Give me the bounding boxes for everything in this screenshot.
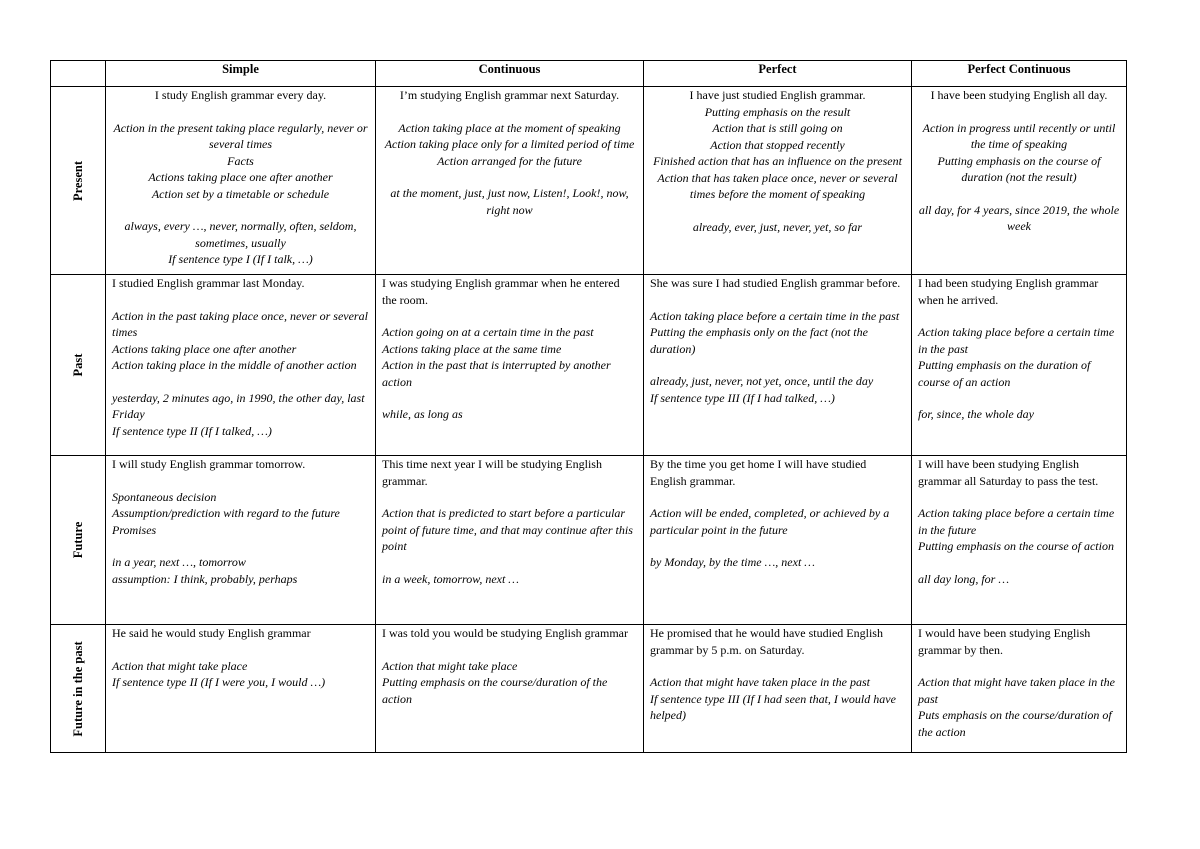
- signal-words: all day, for 4 years, since 2019, the whole week: [918, 202, 1120, 233]
- usage-note: Action that might take place: [382, 658, 518, 673]
- cell-present-perfect-continuous: [912, 87, 1127, 275]
- signal-words: in a week, tomorrow, next …: [382, 571, 519, 586]
- signal-words: at the moment, just, just now, Listen!, Look!, now, right now: [390, 186, 629, 217]
- signal-words: already, just, never, not yet, once, until the day: [650, 374, 874, 388]
- cell-future-simple: [106, 456, 376, 625]
- signal-words: If sentence type I (If I talk, …): [168, 252, 313, 266]
- signal-words: by Monday, by the time …, next …: [650, 555, 815, 569]
- cell-past-perfect-continuous: [912, 275, 1127, 456]
- usage-note: Putting emphasis on the course of action: [918, 539, 1114, 553]
- usage-note: Action that might have taken place in the past: [918, 675, 1115, 706]
- usage-note: Action taking place only for a limited period of time: [384, 137, 635, 151]
- signal-words: for, since, the whole day: [918, 407, 1034, 421]
- usage-note: Actions taking place one after another: [112, 341, 297, 356]
- cell-future-continuous: [376, 456, 644, 625]
- usage-note: Spontaneous decision: [112, 489, 217, 504]
- usage-note: Putting the emphasis only on the fact (not the duration): [650, 325, 868, 356]
- signal-words: If sentence type II (If I talked, …): [112, 423, 272, 438]
- cell-fip-perfect-continuous: [912, 625, 1127, 753]
- column-header-perfect-continuous: Perfect Continuous: [912, 61, 1127, 87]
- usage-note: Assumption/prediction with regard to the future: [112, 506, 340, 520]
- row-label: Future: [70, 521, 85, 559]
- example-sentence: I study English grammar every day.: [154, 88, 327, 102]
- usage-note: Action taking place at the moment of speaking: [398, 120, 621, 135]
- usage-note: Actions taking place one after another: [148, 170, 333, 184]
- usage-note: Putting emphasis on the duration of course of an action: [918, 358, 1091, 389]
- signal-words: in a year, next …, tomorrow: [112, 555, 246, 569]
- usage-note: Action that might take place: [112, 658, 248, 673]
- usage-note: Action set by a timetable or schedule: [151, 186, 330, 201]
- usage-note: Putting emphasis on the course/duration of the action: [382, 675, 608, 706]
- column-header-perfect: Perfect: [644, 61, 912, 87]
- usage-note: Action going on at a certain time in the past: [382, 325, 594, 339]
- row-label: Past: [70, 353, 85, 377]
- signal-words: assumption: I think, probably, perhaps: [112, 571, 298, 586]
- usage-note: Action in the past that is interrupted by another action: [382, 358, 611, 389]
- row-header-future: [51, 456, 106, 625]
- cell-past-continuous: [376, 275, 644, 456]
- cell-fip-simple: [106, 625, 376, 753]
- signal-words: all day long, for …: [918, 571, 1010, 586]
- usage-note: Action that has taken place once, never or several times before the moment of speaking: [657, 170, 898, 201]
- usage-note: Putting emphasis on the course of duration (not the result): [937, 153, 1101, 184]
- cell-future-perfect: [644, 456, 912, 625]
- example-sentence: I have been studying English all day.: [930, 88, 1108, 102]
- usage-note: Action in progress until recently or until the time of speaking: [922, 120, 1116, 151]
- row-header-past: [51, 275, 106, 456]
- row-label: Present: [70, 160, 85, 201]
- cell-future-perfect-continuous: [912, 456, 1127, 625]
- table-row-future: [51, 456, 1127, 625]
- usage-note: Finished action that has an influence on the present: [653, 154, 902, 168]
- cell-present-perfect: [644, 87, 912, 275]
- usage-note: Action taking place before a certain time in the future: [918, 506, 1115, 537]
- example-sentence: I have just studied English grammar.: [689, 88, 866, 102]
- signal-words: always, every …, never, normally, often, seldom, sometimes, usually: [124, 219, 357, 250]
- table-row-past: [51, 275, 1127, 456]
- usage-note: If sentence type III (If I had seen that, I would have helped): [650, 691, 896, 722]
- example-sentence: By the time you get home I will have studied English grammar.: [650, 457, 867, 488]
- example-sentence: I’m studying English grammar next Saturday.: [399, 88, 620, 102]
- usage-note: Action arranged for the future: [437, 153, 582, 168]
- usage-note: Action that is predicted to start before a particular point of future time, and that may continue after this point: [382, 506, 633, 553]
- usage-note: If sentence type II (If I were you, I would …): [112, 675, 326, 689]
- usage-note: Action in the past taking place once, never or several times: [112, 308, 368, 339]
- signal-words: yesterday, 2 minutes ago, in 1990, the other day, last Friday: [112, 390, 365, 421]
- example-sentence: I will have been studying English grammar all Saturday to pass the test.: [918, 457, 1099, 488]
- cell-fip-perfect: [644, 625, 912, 753]
- example-sentence: I studied English grammar last Monday.: [112, 276, 305, 290]
- usage-note: Action that might have taken place in the past: [650, 675, 870, 689]
- example-sentence: I had been studying English grammar when he arrived.: [918, 276, 1099, 307]
- signal-words: while, as long as: [382, 407, 463, 421]
- signal-words: already, ever, just, never, yet, so far: [692, 219, 863, 234]
- example-sentence: I was studying English grammar when he entered the room.: [382, 276, 620, 307]
- example-sentence: I would have been studying English grammar by then.: [918, 626, 1091, 657]
- row-label: Future in the past: [70, 640, 85, 737]
- cell-present-continuous: [376, 87, 644, 275]
- cell-past-perfect: [644, 275, 912, 456]
- english-tenses-table: [50, 60, 1127, 753]
- cell-past-simple: [106, 275, 376, 456]
- column-header-simple: Simple: [106, 61, 376, 87]
- row-header-present: [51, 87, 106, 275]
- usage-note: Action taking place in the middle of another action: [112, 358, 357, 372]
- example-sentence: I will study English grammar tomorrow.: [112, 457, 306, 471]
- row-header-future-in-the-past: [51, 625, 106, 753]
- cell-present-simple: [106, 87, 376, 275]
- signal-words: If sentence type III (If I had talked, …): [650, 390, 835, 405]
- cell-fip-continuous: [376, 625, 644, 753]
- usage-note: Action taking place before a certain time in the past: [918, 325, 1115, 356]
- example-sentence: He said he would study English grammar: [112, 626, 311, 640]
- table-row-future-in-the-past: [51, 625, 1127, 753]
- usage-note: Action that is still going on: [712, 121, 843, 135]
- usage-note: Facts: [227, 153, 254, 168]
- corner-cell: [51, 61, 106, 87]
- example-sentence: She was sure I had studied English grammar before.: [650, 276, 901, 290]
- usage-note: Puts emphasis on the course/duration of the action: [918, 708, 1112, 739]
- usage-note: Actions taking place at the same time: [382, 341, 562, 356]
- usage-note: Putting emphasis on the result: [704, 104, 851, 119]
- example-sentence: He promised that he would have studied English grammar by 5 p.m. on Saturday.: [650, 626, 883, 657]
- header-row: [51, 61, 1127, 87]
- usage-note: Action in the present taking place regularly, never or several times: [113, 120, 368, 151]
- example-sentence: I was told you would be studying English grammar: [382, 626, 628, 640]
- usage-note: Action that stopped recently: [710, 137, 845, 152]
- usage-note: Promises: [112, 522, 157, 537]
- example-sentence: This time next year I will be studying English grammar.: [382, 457, 602, 488]
- table-row-present: [51, 87, 1127, 275]
- usage-note: Action taking place before a certain time in the past: [650, 308, 900, 323]
- usage-note: Action will be ended, completed, or achieved by a particular point in the future: [650, 506, 890, 537]
- column-header-continuous: Continuous: [376, 61, 644, 87]
